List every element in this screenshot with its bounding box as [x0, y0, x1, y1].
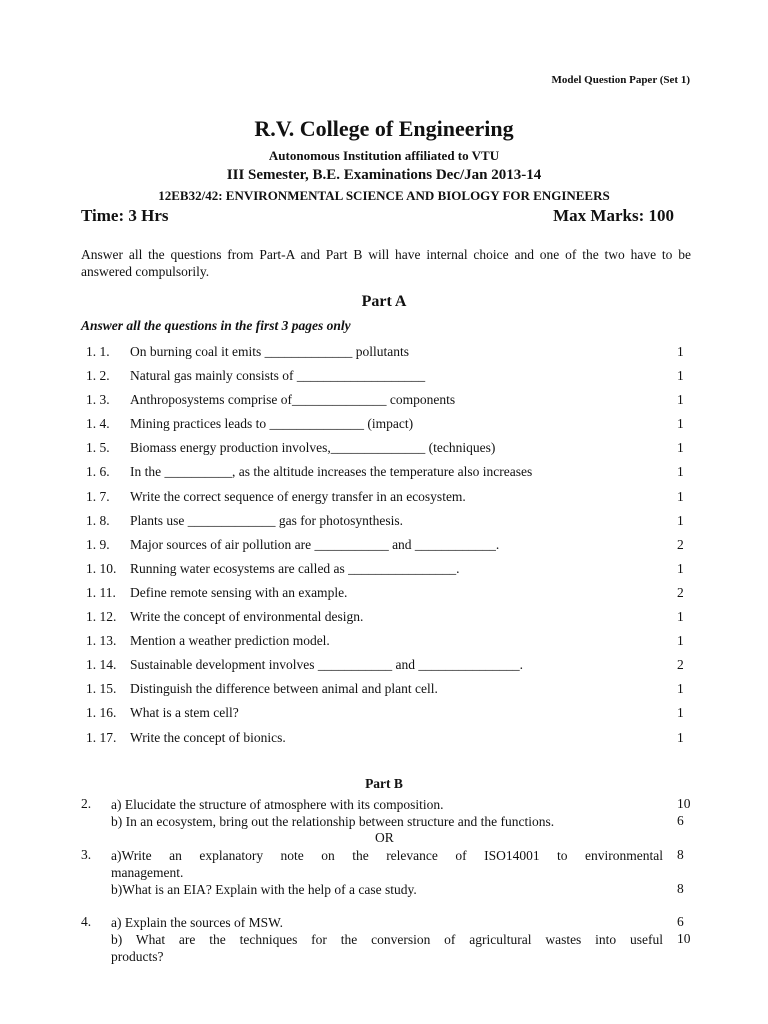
college-name: R.V. College of Engineering: [254, 116, 514, 141]
question-row: [0, 559, 768, 583]
question-marks: 1: [677, 344, 684, 359]
question-number: 1. 7.: [86, 488, 110, 504]
question-number: 1. 14.: [86, 657, 117, 673]
question-2b: b) In an ecosystem, bring out the relationship between structure and the functions.: [111, 814, 555, 829]
part-a-title: Part A: [361, 293, 407, 310]
question-3b-marks: 8: [677, 881, 684, 896]
question-number: 1. 2.: [86, 368, 110, 384]
question-4a-marks: 6: [677, 914, 684, 929]
question-marks: 2: [677, 657, 684, 673]
question-3a-marks: 8: [677, 847, 684, 862]
question-text: Mention a weather prediction model.: [130, 633, 330, 649]
question-marks: 1: [677, 464, 684, 480]
question-2b-marks: 6: [677, 813, 684, 828]
question-number: 1. 9.: [86, 536, 110, 552]
question-text: Write the correct sequence of energy transfer in an ecosystem.: [130, 488, 466, 504]
question-2a-marks: 10: [677, 796, 691, 811]
question-row: [0, 462, 768, 486]
question-marks: 1: [677, 392, 684, 408]
part-b-title: Part B: [365, 776, 403, 791]
question-marks: 1: [677, 633, 684, 649]
question-text: On burning coal it emits _____________ pollutants: [130, 344, 409, 359]
question-text: In the __________, as the altitude increases the temperature also increases: [130, 464, 533, 480]
question-marks: 1: [677, 560, 684, 576]
question-number: 1. 3.: [86, 392, 110, 408]
question-number: 1. 12.: [86, 609, 117, 625]
question-text: Sustainable development involves ___________ and _______________.: [130, 657, 523, 673]
question-row: [0, 438, 768, 462]
question-number: 1. 10.: [86, 560, 117, 576]
affiliation: Autonomous Institution affiliated to VTU: [268, 148, 500, 163]
question-2a: a) Elucidate the structure of atmosphere with its composition.: [111, 797, 444, 812]
question-marks: 1: [677, 416, 684, 432]
question-row: [0, 655, 768, 679]
question-text: Biomass energy production involves,______________ (techniques): [130, 440, 496, 456]
question-row: [0, 583, 768, 607]
question-row: [0, 728, 768, 752]
question-number: 1. 16.: [86, 705, 117, 721]
question-text: Anthroposystems comprise of______________ components: [130, 392, 456, 408]
question-3a-line1: a)Write an explanatory note on the relevance of ISO14001 to environmental: [111, 848, 663, 863]
question-number: 1. 17.: [86, 729, 117, 745]
set-label: Model Question Paper (Set 1): [551, 74, 690, 86]
question-4b-line2: products?: [111, 949, 164, 964]
question-4a: a) Explain the sources of MSW.: [111, 915, 283, 930]
question-marks: 1: [677, 512, 684, 528]
question-row: [0, 535, 768, 559]
part-a-question-list: [0, 342, 768, 752]
question-number: 1. 1.: [86, 344, 110, 359]
course-title: 12EB32/42: ENVIRONMENTAL SCIENCE AND BIOLOGY FOR ENGINEERS: [158, 188, 610, 203]
part-a-note: Answer all the questions in the first 3 pages only: [81, 318, 351, 333]
question-3-number: 3.: [81, 847, 92, 862]
question-2-number: 2.: [81, 796, 92, 811]
max-marks: Max Marks: 100: [553, 206, 674, 225]
instructions: Answer all the questions from Part-A and Part B will have internal choice and one of the two have to be answered compulsorily.: [81, 247, 691, 279]
question-text: Write the concept of bionics.: [130, 729, 286, 745]
question-marks: 1: [677, 440, 684, 456]
question-marks: 1: [677, 729, 684, 745]
question-number: 1. 4.: [86, 416, 110, 432]
question-row: [0, 703, 768, 727]
question-row: [0, 607, 768, 631]
question-text: Write the concept of environmental design.: [130, 609, 364, 625]
question-text: What is a stem cell?: [130, 705, 239, 721]
question-row: [0, 487, 768, 511]
question-number: 1. 6.: [86, 464, 110, 480]
question-4b-line1: b) What are the techniques for the conversion of agricultural wastes into useful: [111, 932, 663, 947]
exam-time: Time: 3 Hrs: [81, 206, 169, 225]
question-marks: 2: [677, 584, 684, 600]
exam-title: III Semester, B.E. Examinations Dec/Jan 2013-14: [226, 167, 542, 183]
question-marks: 1: [677, 681, 684, 697]
question-text: Major sources of air pollution are ___________ and ____________.: [130, 536, 500, 552]
question-number: 1. 15.: [86, 681, 117, 697]
question-4b-marks: 10: [677, 931, 691, 946]
question-text: Distinguish the difference between animal and plant cell.: [130, 681, 438, 697]
or-separator: OR: [375, 830, 394, 845]
question-row: [0, 390, 768, 414]
question-text: Mining practices leads to ______________ (impact): [130, 416, 414, 432]
question-marks: 2: [677, 536, 684, 552]
question-text: Plants use _____________ gas for photosynthesis.: [130, 512, 403, 528]
question-marks: 1: [677, 609, 684, 625]
question-number: 1. 13.: [86, 633, 117, 649]
question-row: [0, 366, 768, 390]
question-text: Natural gas mainly consists of ___________________: [130, 368, 426, 384]
question-row: [0, 342, 768, 366]
question-row: [0, 414, 768, 438]
question-3a-line2: management.: [111, 865, 184, 880]
question-row: [0, 511, 768, 535]
question-number: 1. 11.: [86, 584, 116, 600]
question-marks: 1: [677, 705, 684, 721]
question-row: [0, 679, 768, 703]
question-text: Running water ecosystems are called as ________________.: [130, 560, 460, 576]
question-4-number: 4.: [81, 914, 92, 929]
question-marks: 1: [677, 488, 684, 504]
question-3b: b)What is an EIA? Explain with the help of a case study.: [111, 882, 417, 897]
question-number: 1. 5.: [86, 440, 110, 456]
question-marks: 1: [677, 368, 684, 384]
question-text: Define remote sensing with an example.: [130, 584, 348, 600]
question-row: [0, 631, 768, 655]
question-number: 1. 8.: [86, 512, 110, 528]
